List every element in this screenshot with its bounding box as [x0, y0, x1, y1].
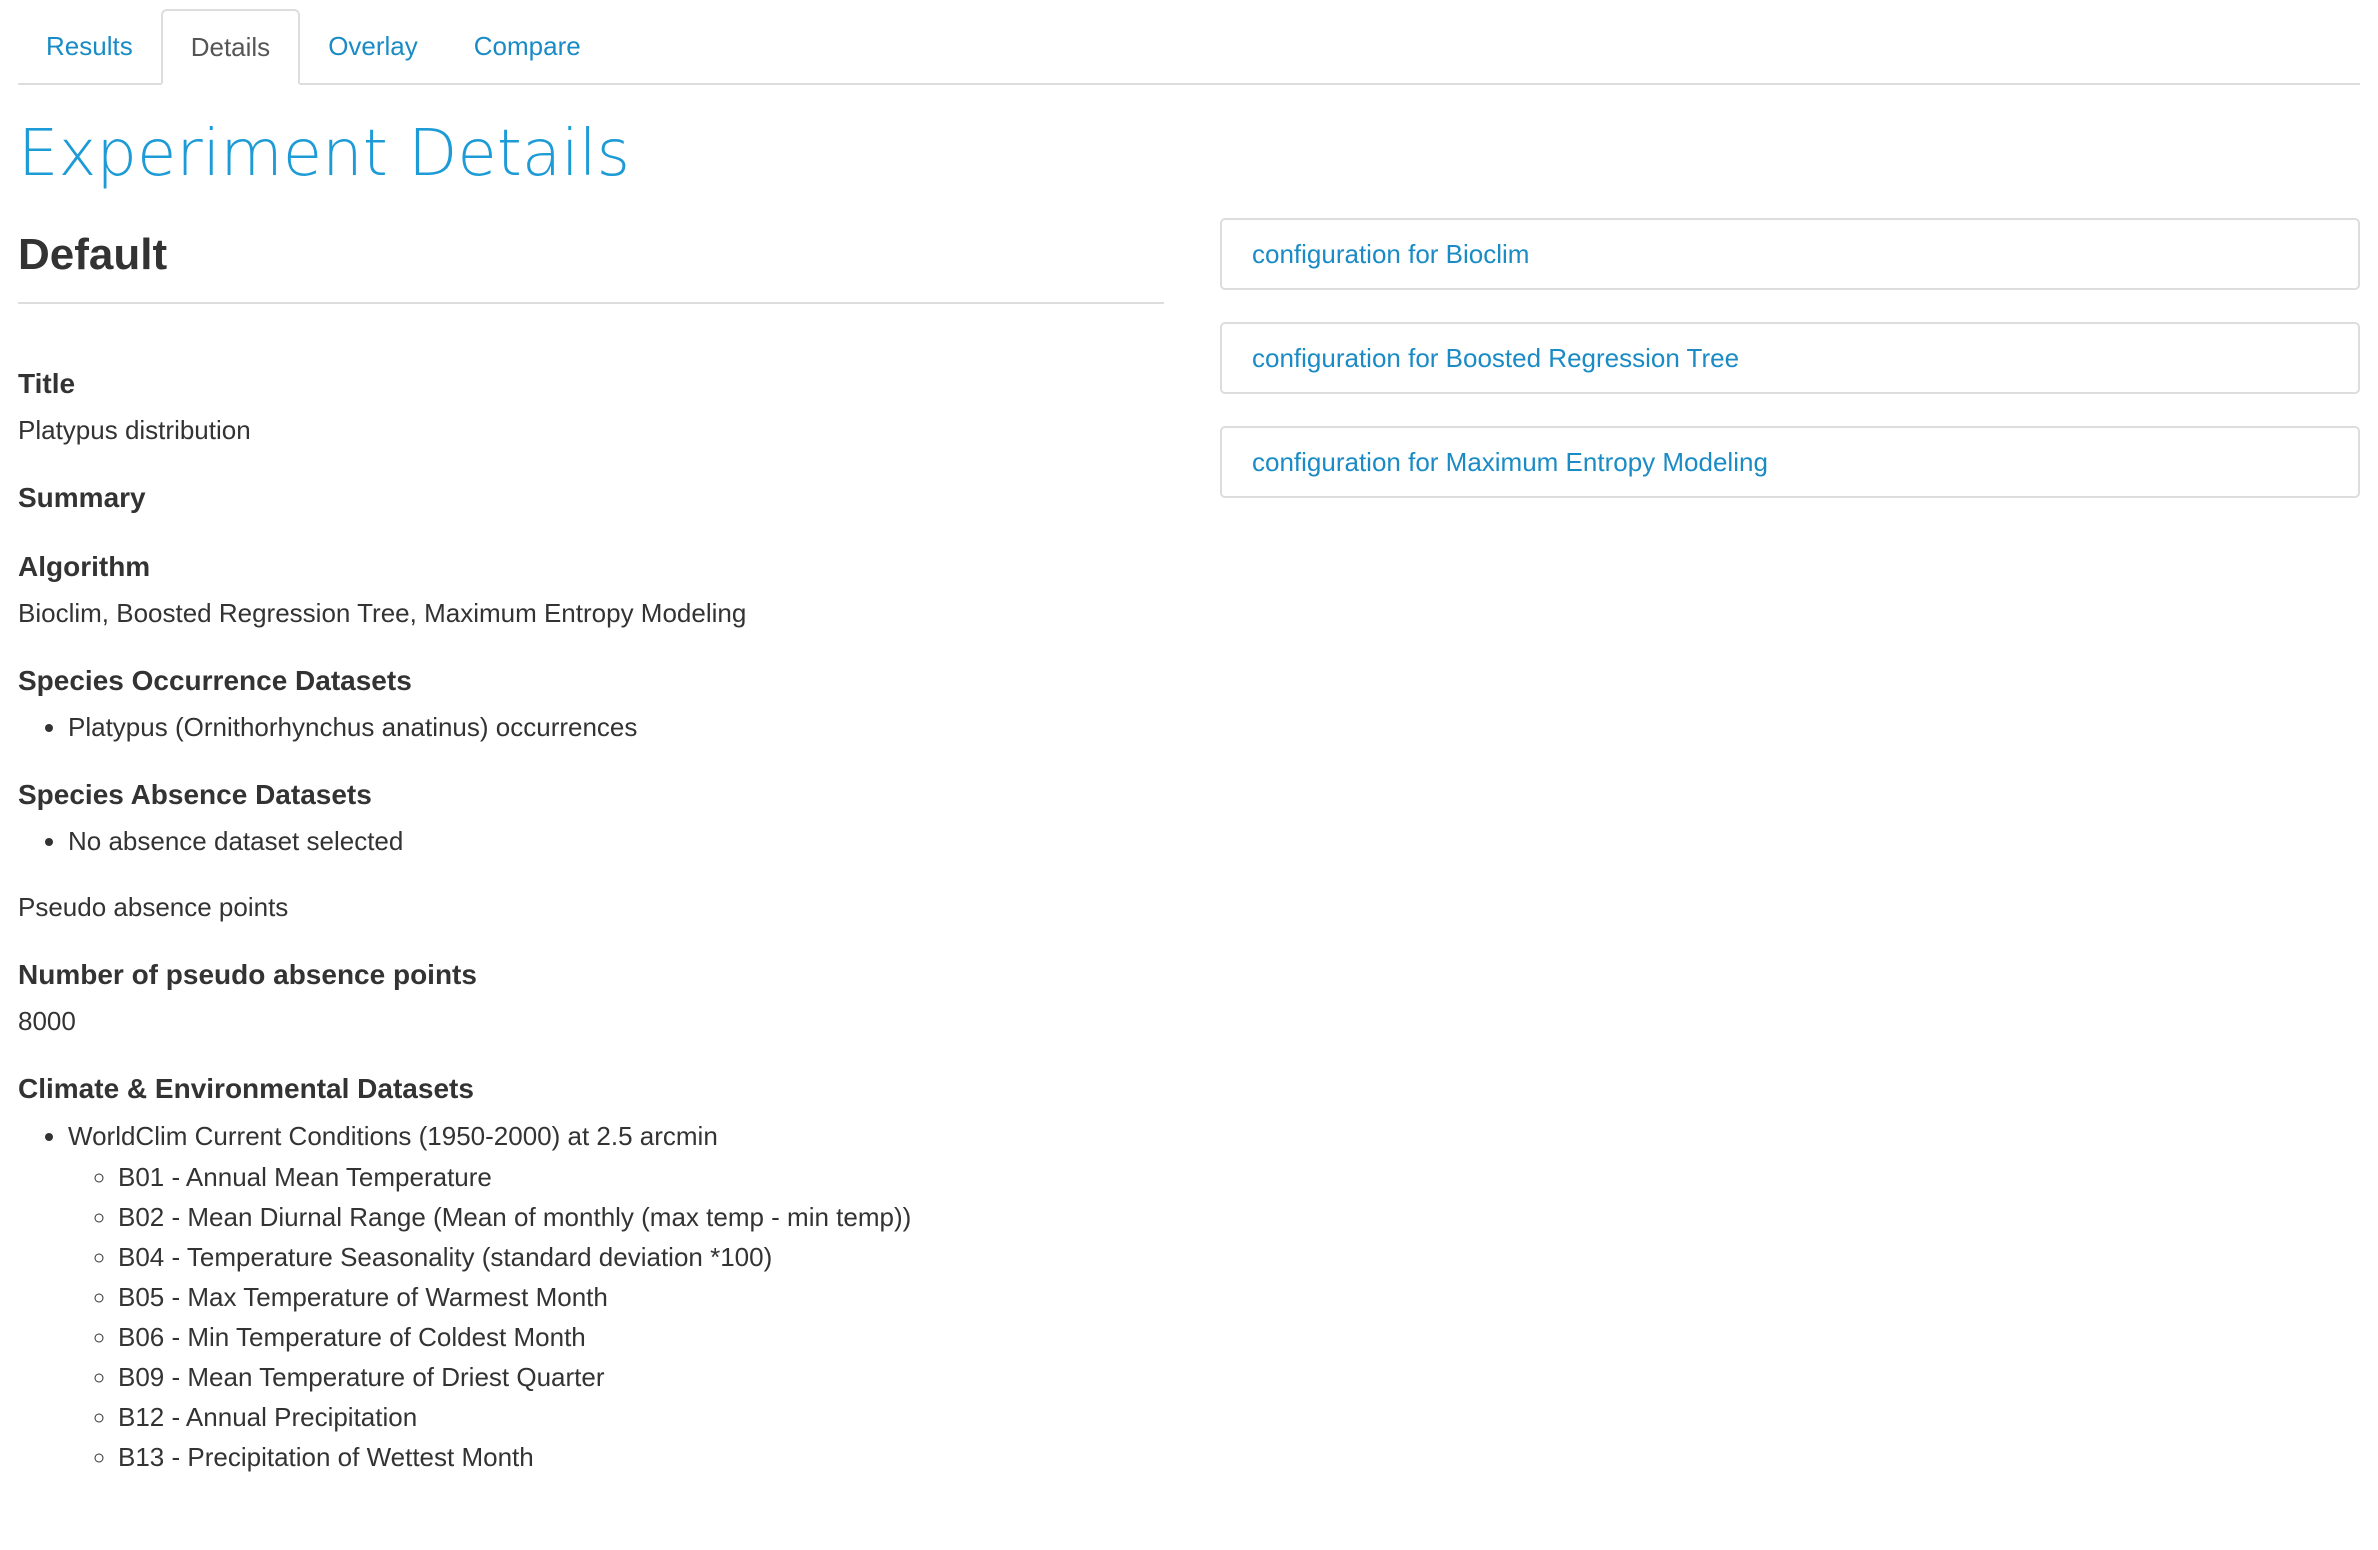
experiment-details-panel [18, 230, 1164, 1509]
climate-dataset: WorldClim Current Conditions (1950-2000) at 2.5 arcmin [68, 1120, 718, 1151]
pseudo-count-value: 8000 [18, 1006, 76, 1037]
pseudo-count-label: Number of pseudo absence points [18, 958, 477, 990]
title-value: Platypus distribution [18, 415, 251, 446]
list-item: • Platypus (Ornithorhynchus anatinus) occurrences [68, 711, 1164, 745]
tab-overlay[interactable]: Overlay [328, 30, 418, 61]
absence-label: Species Absence Datasets [18, 778, 372, 810]
configuration-panel [1220, 218, 2360, 530]
occurrence-list [18, 711, 1164, 745]
tab-compare[interactable]: Compare [473, 30, 581, 61]
tab-bar [18, 9, 2360, 85]
config-bioclim-link[interactable]: configuration for Bioclim [1220, 218, 2360, 290]
summary-field [18, 480, 1164, 516]
list-item: ◦ B01 - Annual Mean Temperature [118, 1157, 1164, 1197]
algorithm-value: Bioclim, Boosted Regression Tree, Maximum Entropy Modeling [18, 597, 747, 628]
list-item: ◦ B06 - Min Temperature of Coldest Month [118, 1317, 1164, 1357]
occurrence-label: Species Occurrence Datasets [18, 664, 412, 696]
page-title: Experiment Details [18, 117, 630, 191]
climate-list [18, 1120, 1164, 1478]
list-item: • No absence dataset selected [68, 825, 1164, 859]
algorithm-field [18, 549, 1164, 631]
list-item: ◦ B04 - Temperature Seasonality (standard deviation *100) [118, 1237, 1164, 1277]
config-brt-link[interactable]: configuration for Boosted Regression Tree [1220, 322, 2360, 394]
title-label: Title [18, 368, 76, 399]
climate-layers-list [68, 1157, 1164, 1477]
algorithm-label: Algorithm [18, 550, 151, 582]
climate-label: Climate & Environmental Datasets [18, 1073, 474, 1105]
list-item: ◦ B12 - Annual Precipitation [118, 1397, 1164, 1437]
absence-field [18, 777, 1164, 859]
climate-field [18, 1071, 1164, 1477]
tab-results[interactable]: Results [46, 30, 133, 61]
list-item [68, 1120, 1164, 1478]
occurrence-field [18, 663, 1164, 745]
pseudo-count-field [18, 957, 1164, 1039]
tab-details[interactable]: Details [161, 9, 300, 85]
section-heading: Default [18, 230, 1164, 304]
config-maxent-link[interactable]: configuration for Maximum Entropy Modeling [1220, 426, 2360, 498]
list-item: ◦ B13 - Precipitation of Wettest Month [118, 1437, 1164, 1477]
list-item: ◦ B09 - Mean Temperature of Driest Quarter [118, 1357, 1164, 1397]
summary-label: Summary [18, 482, 146, 514]
title-field [18, 366, 1164, 448]
list-item: ◦ B05 - Max Temperature of Warmest Month [118, 1277, 1164, 1317]
list-item: ◦ B02 - Mean Diurnal Range (Mean of monthly (max temp - min temp)) [118, 1197, 1164, 1237]
pseudo-absence-text: Pseudo absence points [18, 892, 289, 923]
pseudo-absence-field [18, 891, 1164, 925]
absence-list [18, 825, 1164, 859]
details-fields [18, 366, 1164, 1477]
